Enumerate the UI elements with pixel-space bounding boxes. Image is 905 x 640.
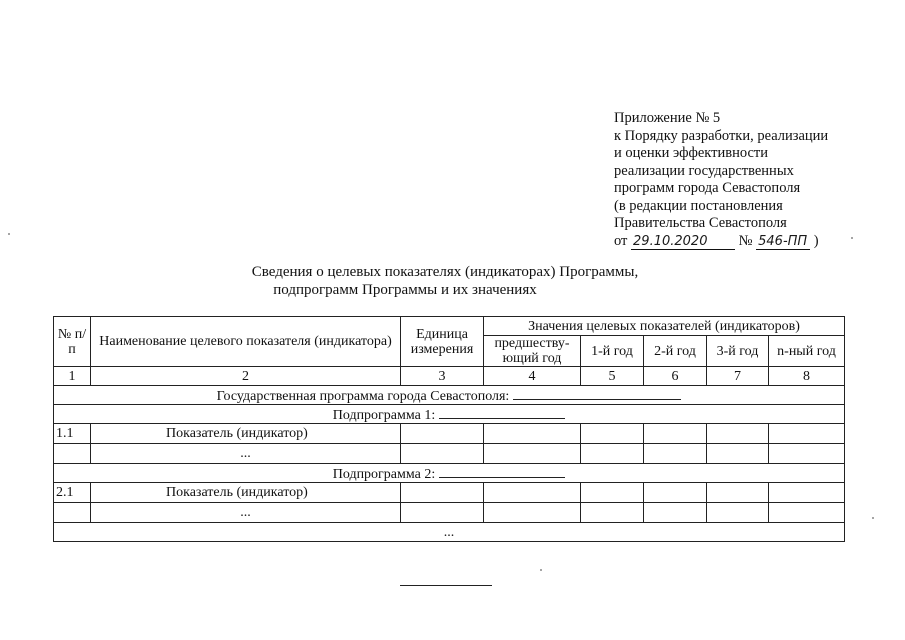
table-cell [581, 503, 644, 523]
table-cell [707, 444, 769, 464]
number-prefix: № [738, 232, 753, 249]
subprogram-1-row [54, 405, 845, 424]
final-row [54, 523, 845, 542]
table-cell [707, 424, 769, 444]
subprogram-1-blank [439, 406, 565, 419]
header-num: № п/п [54, 317, 91, 367]
header-year-3: 3-й год [707, 336, 769, 367]
appendix-block [614, 110, 899, 250]
appendix-line-6: (в редакции постановления [614, 197, 783, 214]
header-name: Наименование целевого показателя (индикатора) [91, 317, 401, 367]
table-row [54, 424, 845, 444]
subprogram-2-row [54, 464, 845, 483]
footer-divider [400, 585, 492, 586]
scan-speck [851, 237, 853, 239]
header-year-n: n-ный год [769, 336, 845, 367]
column-number: 5 [581, 367, 644, 386]
table-cell [54, 444, 91, 464]
table-cell [707, 503, 769, 523]
scan-speck [872, 517, 874, 519]
table-cell [581, 483, 644, 503]
ellipsis-cell: ... [91, 444, 401, 464]
header-year-1: 1-й год [581, 336, 644, 367]
ellipsis-cell: ... [91, 503, 401, 523]
table-row [54, 483, 845, 503]
column-number-row [54, 367, 845, 386]
table-cell [769, 483, 845, 503]
column-number: 1 [54, 367, 91, 386]
indicator-name: Показатель (индикатор) [91, 483, 401, 503]
row-number: 2.1 [54, 483, 91, 503]
indicator-name: Показатель (индикатор) [91, 424, 401, 444]
column-number: 6 [644, 367, 707, 386]
table-cell [769, 503, 845, 523]
column-number: 8 [769, 367, 845, 386]
column-number: 4 [484, 367, 581, 386]
closing-paren: ) [813, 232, 819, 249]
subprogram-1-label: Подпрограмма 1: [332, 407, 436, 423]
appendix-line-1: Приложение № 5 [614, 110, 721, 126]
column-number: 7 [707, 367, 769, 386]
row-number: 1.1 [54, 424, 91, 444]
final-ellipsis-cell: ... [54, 523, 845, 542]
program-name-blank [513, 387, 681, 400]
header-year-prev: предшеству-ющий год [484, 336, 581, 367]
table-cell [484, 483, 581, 503]
table-cell [484, 424, 581, 444]
table-cell [401, 444, 484, 464]
document-title [120, 263, 770, 299]
table-cell [54, 503, 91, 523]
indicators-table [53, 316, 845, 542]
title-line-2: подпрограмм Программы и их значениях [273, 282, 537, 298]
header-values-group: Значения целевых показателей (индикаторов) [484, 317, 845, 336]
table-cell [707, 483, 769, 503]
appendix-line-3: и оценки эффективности [614, 145, 768, 161]
table-cell [769, 424, 845, 444]
subprogram-2-cell [54, 464, 845, 483]
appendix-line-2: к Порядку разработки, реализации [614, 127, 829, 144]
program-cell [54, 386, 845, 405]
handwritten-number: 546-ПП [756, 234, 810, 250]
subprogram-1-cell [54, 405, 845, 424]
appendix-line-4: реализации государственных [614, 162, 794, 179]
table-cell [769, 444, 845, 464]
program-row [54, 386, 845, 405]
table-cell [581, 424, 644, 444]
table-row [54, 503, 845, 523]
header-year-2: 2-й год [644, 336, 707, 367]
table-cell [581, 444, 644, 464]
header-unit: Единица измерения [401, 317, 484, 367]
table-cell [644, 483, 707, 503]
table-cell [484, 503, 581, 523]
column-number: 3 [401, 367, 484, 386]
header-row-1 [54, 317, 845, 336]
table-cell [484, 444, 581, 464]
table-cell [401, 424, 484, 444]
table-row [54, 444, 845, 464]
column-number: 2 [91, 367, 401, 386]
appendix-line-5: программ города Севастополя [614, 180, 801, 196]
from-prefix: от [614, 232, 628, 249]
handwritten-date: 29.10.2020 [631, 234, 735, 250]
table-cell [401, 483, 484, 503]
title-line-1: Сведения о целевых показателях (индикаторах) Программы, [251, 264, 639, 280]
appendix-date-line [614, 233, 899, 251]
subprogram-2-blank [439, 465, 565, 478]
table-cell [401, 503, 484, 523]
scan-speck [8, 233, 10, 235]
subprogram-2-label: Подпрограмма 2: [332, 466, 436, 482]
table-cell [644, 503, 707, 523]
table-cell [644, 444, 707, 464]
scan-speck [540, 569, 542, 571]
program-label: Государственная программа города Севастополя: [216, 388, 510, 404]
table-cell [644, 424, 707, 444]
appendix-line-7: Правительства Севастополя [614, 215, 787, 231]
